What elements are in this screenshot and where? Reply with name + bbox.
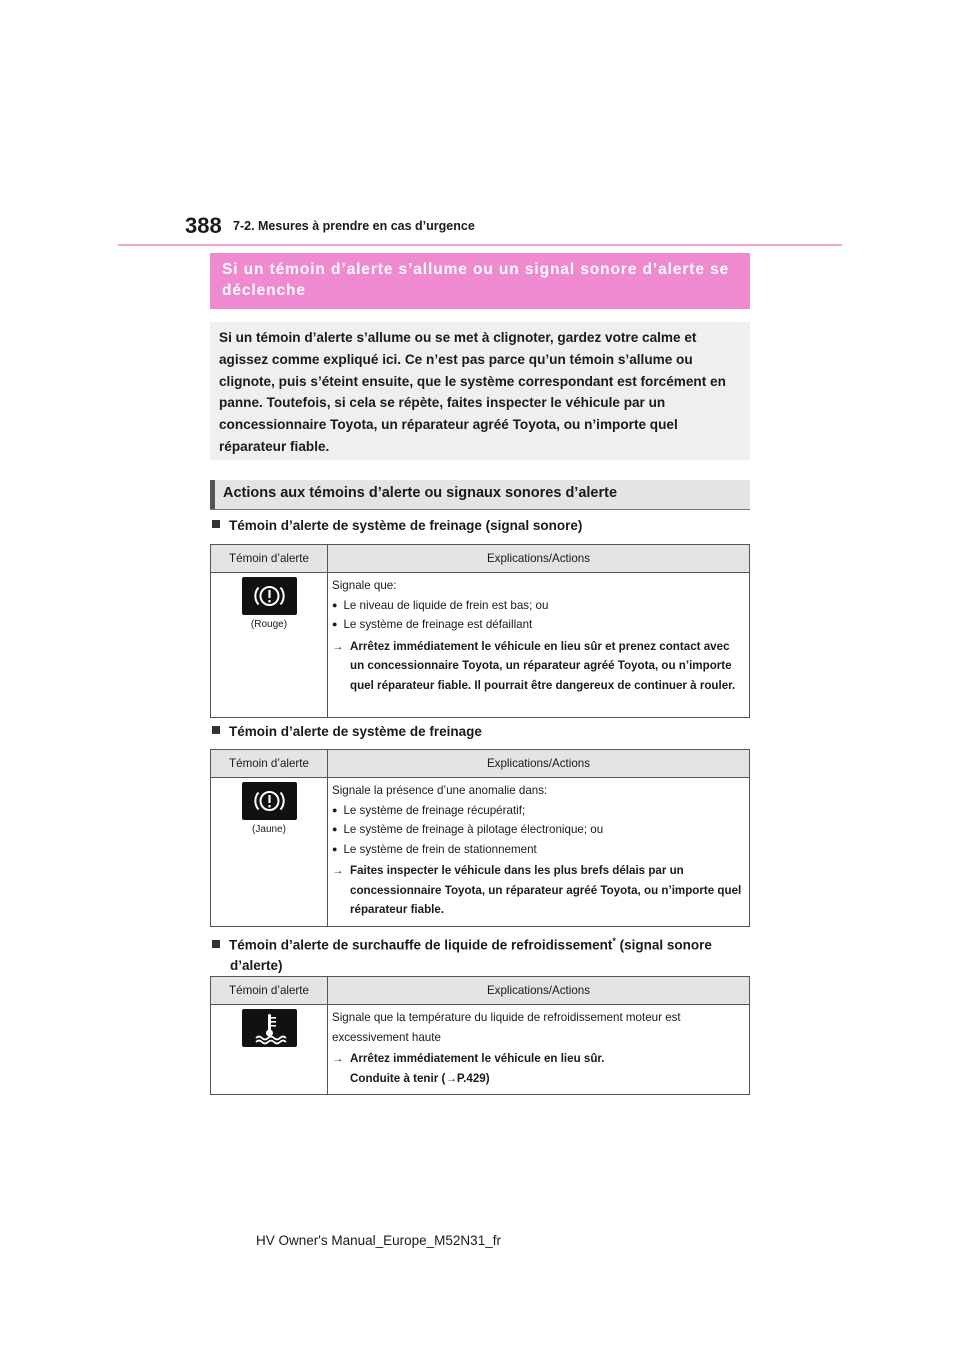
action-instruction: → Arrêtez immédiatement le véhicule en lieu sûr. xyxy=(332,1049,745,1069)
arrow-right-icon: → xyxy=(332,639,344,653)
icon-cell xyxy=(211,1005,328,1095)
table-header-row xyxy=(211,750,750,778)
col-header-explanations: Explications/Actions xyxy=(328,977,750,1005)
signal-intro: Signale que la température du liquide de refroidissement moteur est excessivement haute xyxy=(332,1011,681,1044)
table-row xyxy=(211,573,750,718)
list-item: ● Le système de freinage à pilotage électronique; ou xyxy=(332,820,745,840)
subheading-coolant: Témoin d’alerte de surchauffe de liquide de refroidissement* (signal sonore d’alerte) xyxy=(212,931,768,976)
arrow-right-icon: → xyxy=(332,1052,344,1065)
icon-caption: (Jaune) xyxy=(252,824,286,835)
arrow-right-icon: → xyxy=(445,1071,457,1085)
list-item: ● Le système de freinage est défaillant xyxy=(332,615,745,635)
coolant-temperature-icon xyxy=(242,1009,297,1047)
icon-cell xyxy=(211,778,328,927)
alert-title-box xyxy=(210,253,750,309)
heading-bar xyxy=(210,480,215,509)
brake-warning-icon xyxy=(242,577,297,615)
page-number: 388 xyxy=(185,213,222,238)
col-header-light: Témoin d’alerte xyxy=(211,750,328,778)
action-instruction: → Arrêtez immédiatement le véhicule en lieu sûr et prenez contact avec un concessionnaire Toyota, un réparateur agréé Toyota, ou n’importe quel réparateur fiable. Il pourrait être dangereux de continuer à rouler. xyxy=(332,637,745,696)
footer-manual-id: HV Owner's Manual_Europe_M52N31_fr xyxy=(256,1233,501,1248)
subheading-brake-audible: Témoin d’alerte de système de freinage (signal sonore) xyxy=(212,518,582,533)
list-item: ● Le système de frein de stationnement xyxy=(332,840,745,860)
warning-table-coolant xyxy=(210,976,750,1095)
warning-table-brake-red xyxy=(210,544,750,718)
subheading-brake: Témoin d’alerte de système de freinage xyxy=(212,724,482,739)
actions-section-title: Actions aux témoins d’alerte ou signaux sonores d’alerte xyxy=(223,485,618,501)
header-rule xyxy=(118,244,842,246)
actions-section-heading xyxy=(210,480,750,510)
icon-caption: (Rouge) xyxy=(250,619,288,630)
signal-intro: Signale la présence d’une anomalie dans: xyxy=(332,784,548,797)
action-instruction: → Faites inspecter le véhicule dans les plus brefs délais par un concessionnaire Toyota, un réparateur agréé Toyota, ou n’importe quel réparateur fiable. xyxy=(332,861,745,920)
explanation-cell xyxy=(328,778,750,927)
square-bullet-icon xyxy=(212,726,220,734)
col-header-light: Témoin d’alerte xyxy=(211,977,328,1005)
signal-intro: Signale que: xyxy=(332,579,397,592)
table-header-row xyxy=(211,545,750,573)
col-header-explanations: Explications/Actions xyxy=(328,545,750,573)
list-item: ● Le niveau de liquide de frein est bas; ou xyxy=(332,596,745,616)
alert-title: Si un témoin d’alerte s’allume ou un signal sonore d’alerte se déclenche xyxy=(222,261,730,299)
list-item: ● Le système de freinage récupératif; xyxy=(332,801,745,821)
intro-box xyxy=(210,322,750,460)
square-bullet-icon xyxy=(212,940,220,948)
action-reference: Conduite à tenir (→P.429) xyxy=(350,1071,490,1085)
table-row xyxy=(211,778,750,927)
brake-warning-icon xyxy=(242,782,297,820)
section-title: 7-2. Mesures à prendre en cas d’urgence xyxy=(233,219,475,233)
explanation-cell xyxy=(328,573,750,718)
table-row xyxy=(211,1005,750,1095)
square-bullet-icon xyxy=(212,520,220,528)
page-reference-link[interactable]: P.429) xyxy=(456,1071,490,1085)
icon-cell xyxy=(211,573,328,718)
footnote-mark: * xyxy=(612,936,616,946)
intro-text: Si un témoin d’alerte s’allume ou se met à clignoter, gardez votre calme et agissez comme expliqué ici. Ce n’est pas parce qu’un témoin s’allume ou clignote, puis s’éteint ensuite, que le système correspondant est forcément en panne. Toutefois, si cela se répète, faites inspecter le véhicule par un concessionnaire Toyota, un réparateur agréé Toyota, ou n’importe quel réparateur fiable. xyxy=(219,330,726,454)
explanation-cell xyxy=(328,1005,750,1095)
arrow-right-icon: → xyxy=(332,864,344,877)
warning-table-brake-yellow xyxy=(210,749,750,927)
col-header-light: Témoin d’alerte xyxy=(211,545,328,573)
table-header-row xyxy=(211,977,750,1005)
col-header-explanations: Explications/Actions xyxy=(328,750,750,778)
